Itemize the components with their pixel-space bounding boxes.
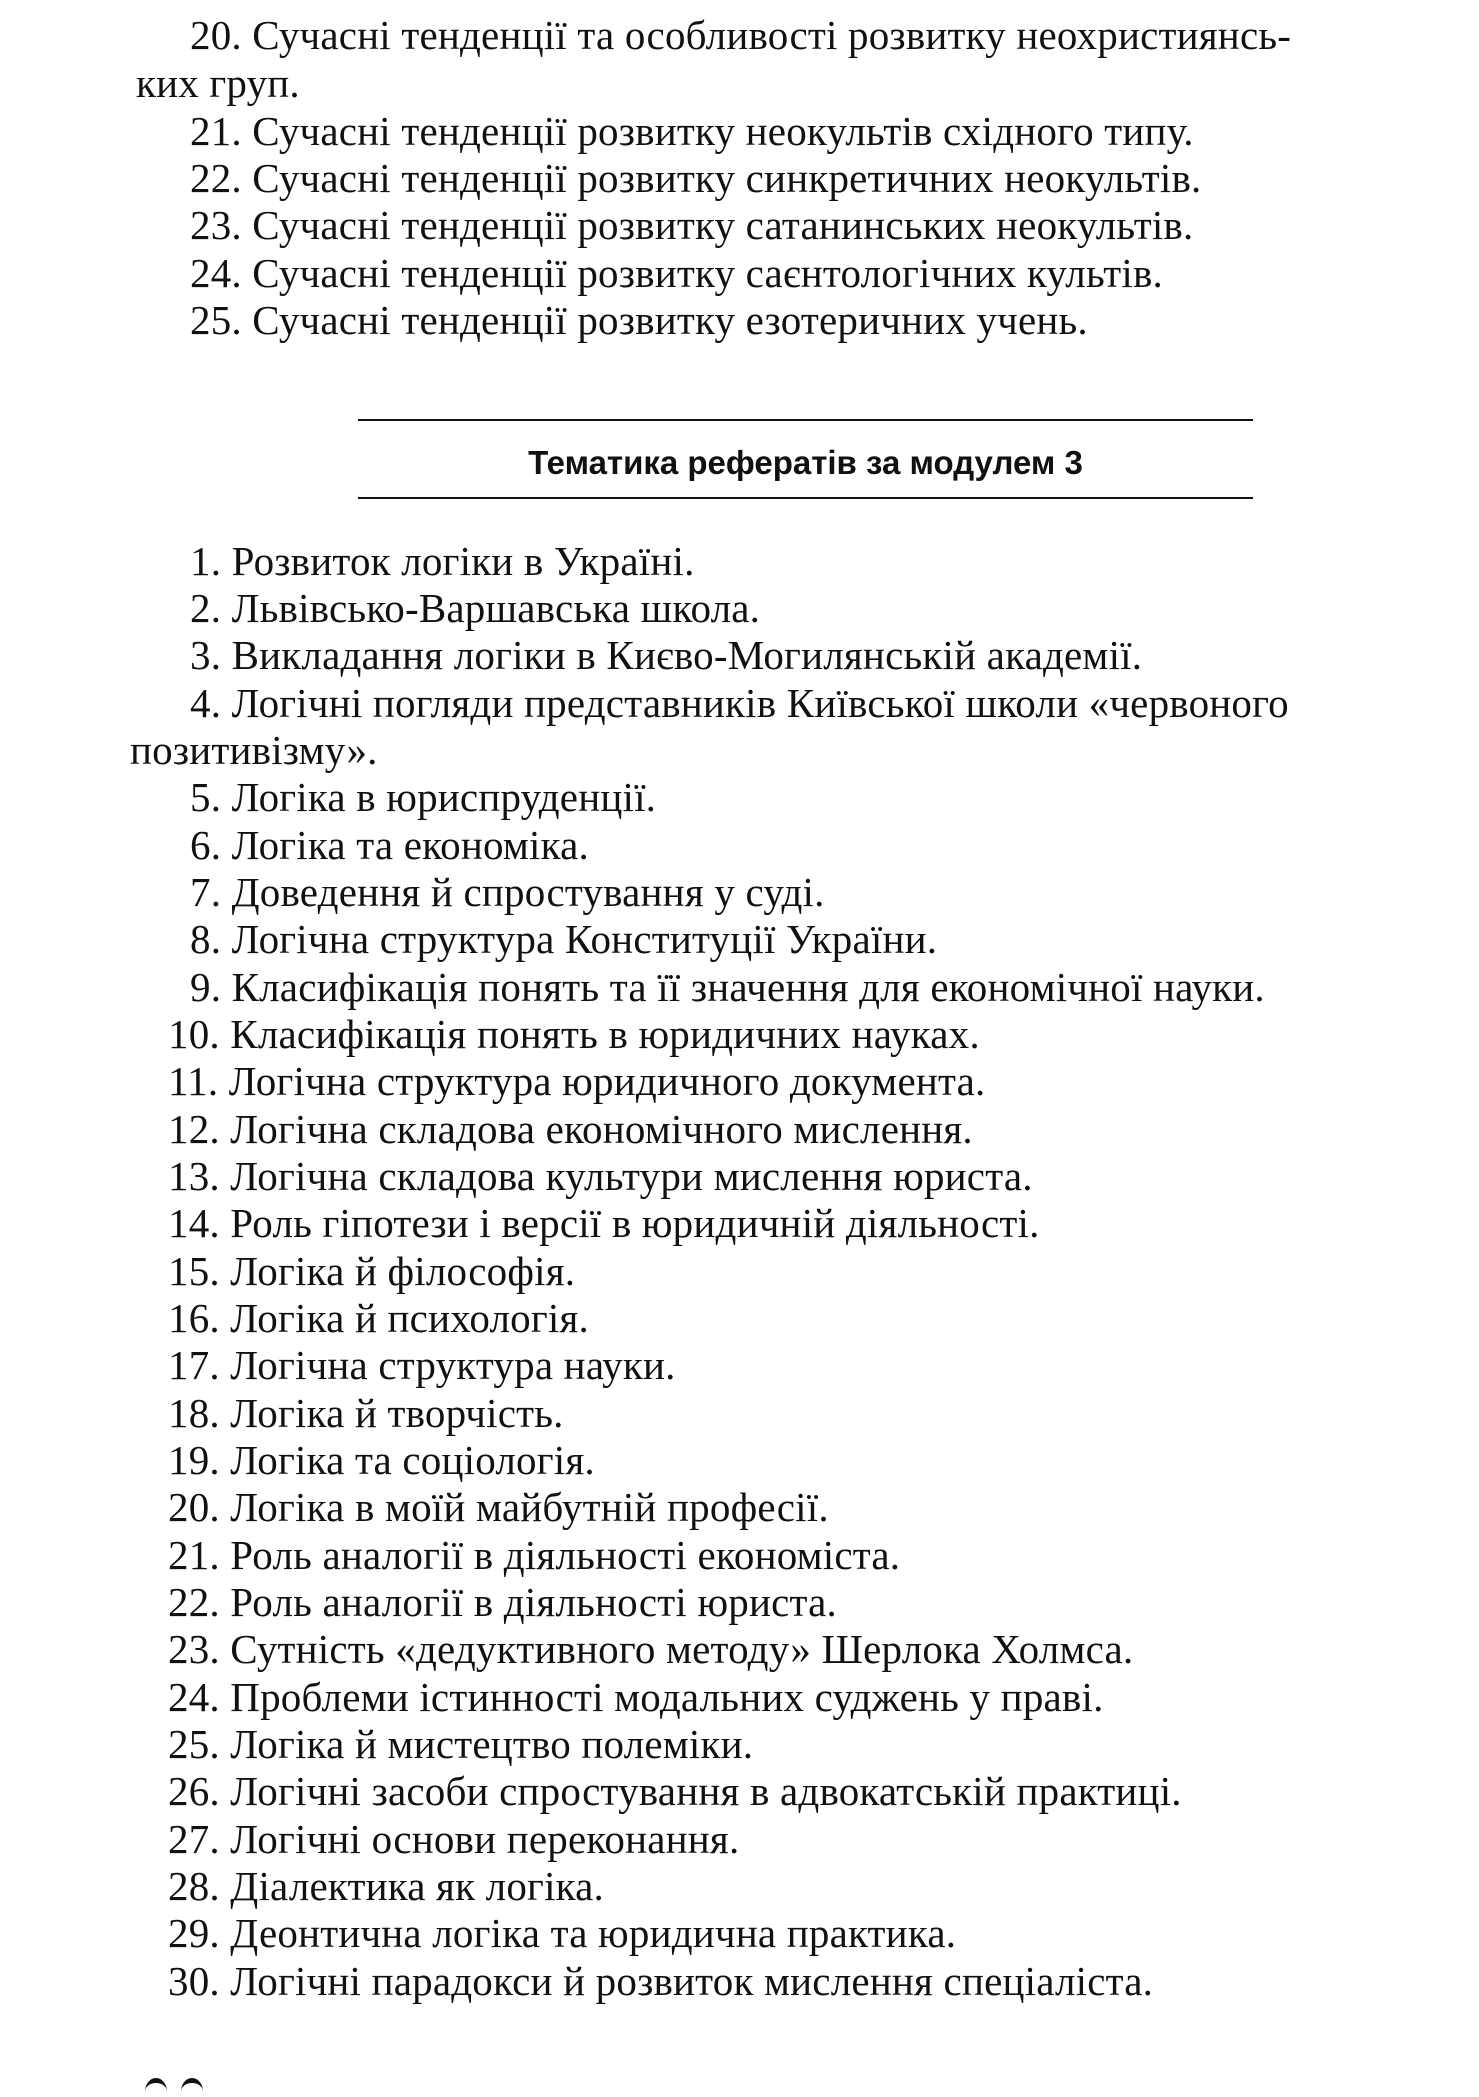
heading-bottom-rule xyxy=(358,497,1253,499)
heading-top-rule xyxy=(358,419,1253,421)
list-item: 28. Діалектика як логіка. xyxy=(168,1863,605,1909)
list-item: 18. Логіка й творчість. xyxy=(168,1390,564,1436)
list-item: 15. Логіка й філософія. xyxy=(168,1248,576,1294)
list-item: 21. Роль аналогії в діяльності економіста. xyxy=(168,1532,901,1578)
list-item: 26. Логічні засоби спростування в адвокатській практиці. xyxy=(168,1768,1182,1814)
list-item: 5. Логіка в юриспруденції. xyxy=(190,774,657,820)
list-item: 3. Викладання логіки в Києво-Могилянській академії. xyxy=(190,632,1143,678)
list-item: 21. Сучасні тенденції розвитку неокультів східного типу. xyxy=(190,108,1194,154)
list-item: 13. Логічна складова культури мислення юриста. xyxy=(168,1153,1033,1199)
list-item: 16. Логіка й психологія. xyxy=(168,1295,589,1341)
list-item: 17. Логічна структура науки. xyxy=(168,1342,676,1388)
list-item: 30. Логічні парадокси й розвиток мислення спеціаліста. xyxy=(168,1958,1154,2004)
list-item: 19. Логіка та соціологія. xyxy=(168,1437,595,1483)
list-item: 20. Логіка в моїй майбутній професії. xyxy=(168,1484,829,1530)
list-item: 1. Розвиток логіки в Україні. xyxy=(190,538,695,584)
list-item-continuation: ких груп. xyxy=(136,60,300,106)
list-item: 25. Логіка й мистецтво полеміки. xyxy=(168,1721,754,1767)
list-item: 23. Сучасні тенденції розвитку сатанинських неокультів. xyxy=(190,202,1194,248)
list-item: 22. Сучасні тенденції розвитку синкретичних неокультів. xyxy=(190,155,1202,201)
list-item: 25. Сучасні тенденції розвитку езотеричних учень. xyxy=(190,297,1088,343)
list-item: 7. Доведення й спростування у суді. xyxy=(190,869,825,915)
list-item: 29. Деонтична логіка та юридична практика. xyxy=(168,1910,957,1956)
list-item: 24. Проблеми істинності модальних суджень у праві. xyxy=(168,1674,1104,1720)
list-item: 22. Роль аналогії в діяльності юриста. xyxy=(168,1579,837,1625)
list-item: 11. Логічна структура юридичного документа. xyxy=(168,1058,986,1104)
section-heading-block xyxy=(358,419,1253,499)
list-item: 23. Сутність «дедуктивного методу» Шерлока Холмса. xyxy=(168,1626,1134,1672)
list-item: 10. Класифікація понять в юридичних науках. xyxy=(168,1011,980,1057)
list-item: 27. Логічні основи переконання. xyxy=(168,1816,740,1862)
list-item: 14. Роль гіпотези і версії в юридичній діяльності. xyxy=(168,1200,1040,1246)
list-item: 9. Класифікація понять та її значення для економічної науки. xyxy=(190,964,1265,1010)
list-item: 2. Львівсько-Варшавська школа. xyxy=(190,585,761,631)
section-heading: Тематика рефератів за модулем 3 xyxy=(528,444,1083,481)
list-item: 4. Логічні погляди представників Київської школи «червоного xyxy=(190,680,1289,726)
list-item: 6. Логіка та економіка. xyxy=(190,822,589,868)
list-item: 20. Сучасні тенденції та особливості розвитку неохристиянсь- xyxy=(190,12,1292,58)
cropped-next-line-decoration xyxy=(145,2078,245,2097)
list-item: 24. Сучасні тенденції розвитку саєнтологічних культів. xyxy=(190,250,1163,296)
list-item: 8. Логічна структура Конституції України. xyxy=(190,916,938,962)
list-item-continuation: позитивізму». xyxy=(130,727,378,773)
list-item: 12. Логічна складова економічного мислення. xyxy=(168,1106,973,1152)
